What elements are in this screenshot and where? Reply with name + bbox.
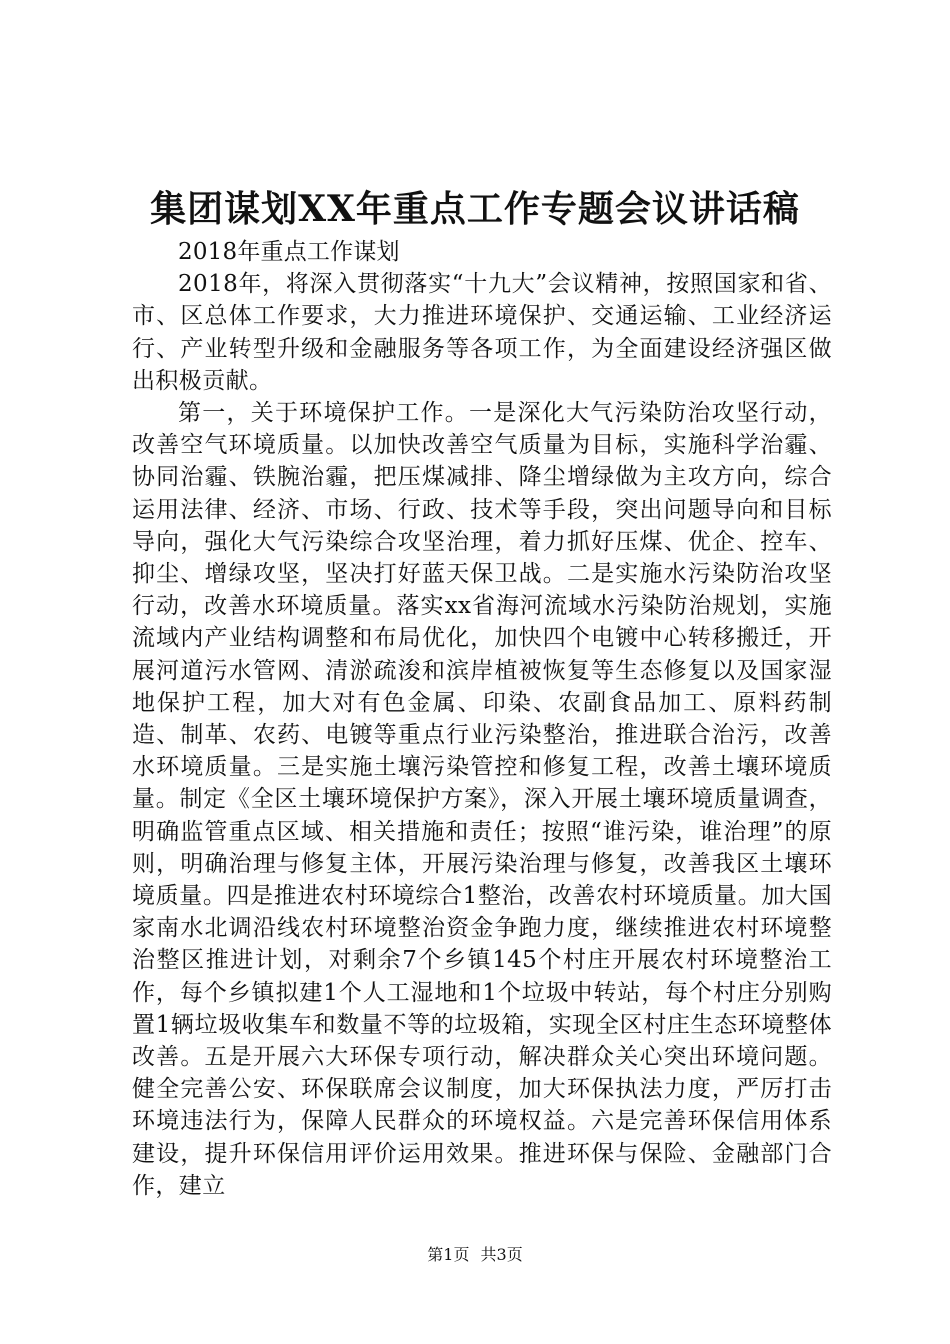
page-footer <box>0 1244 950 1266</box>
document-body <box>132 236 832 1202</box>
document-title: 集团谋划XX年重点工作专题会议讲话稿 <box>150 188 800 230</box>
section-heading: 2018年重点工作谋划 <box>178 239 400 265</box>
page-number: 第1页 <box>427 1245 470 1264</box>
intro-paragraph: 2018年，将深入贯彻落实“十九大”会议精神，按照国家和省、市、区总体工作要求，大力推进环境保护、交通运输、工业经济运行、产业转型升级和金融服务等各项工作，为全面建设经济强区做出积极贡献。 <box>132 271 832 394</box>
environment-paragraph: 第一，关于环境保护工作。一是深化大气污染防治攻坚行动，改善空气环境质量。以加快改善空气质量为目标，实施科学治霾、协同治霾、铁腕治霾，把压煤减排、降尘增绿做为主攻方向，综合运用法律、经济、市场、行政、技术等手段，突出问题导向和目标导向，强化大气污染综合攻坚治理，着力抓好压煤、优企、控车、抑尘、增绿攻坚，坚决打好蓝天保卫战。二是实施水污染防治攻坚行动，改善水环境质量。落实xx省海河流域水污染防治规划，实施流域内产业结构调整和布局优化，加快四个电镀中心转移搬迁，开展河道污水管网、清淤疏浚和滨岸植被恢复等生态修复以及国家湿地保护工程，加大对有色金属、印染、农副食品加工、原料药制造、制革、农药、电镀等重点行业污染整治，推进联合治污，改善水环境质量。三是实施土壤污染管控和修复工程，改善土壤环境质量。制定《全区土壤环境保护方案》，深入开展土壤环境质量调查，明确监管重点区域、相关措施和责任；按照“谁污染，谁治理”的原则，明确治理与修复主体，开展污染治理与修复，改善我区土壤环境质量。四是推进农村环境综合1整治，改善农村环境质量。加大国家南水北调沿线农村环境整治资金争跑力度，继续推进农村环境整治整区推进计划，对剩余7个乡镇145个村庄开展农村环境整治工作，每个乡镇拟建1个人工湿地和1个垃圾中转站，每个村庄分别购置1辆垃圾收集车和数量不等的垃圾箱，实现全区村庄生态环境整体改善。五是开展六大环保专项行动，解决群众关心突出环境问题。健全完善公安、环保联席会议制度，加大环保执法力度，严厉打击环境违法行为，保障人民群众的环境权益。六是完善环保信用体系建设，提升环保信用评价运用效果。推进环保与保险、金融部门合作，建立 <box>132 400 832 1199</box>
page-total: 共3页 <box>480 1245 523 1264</box>
